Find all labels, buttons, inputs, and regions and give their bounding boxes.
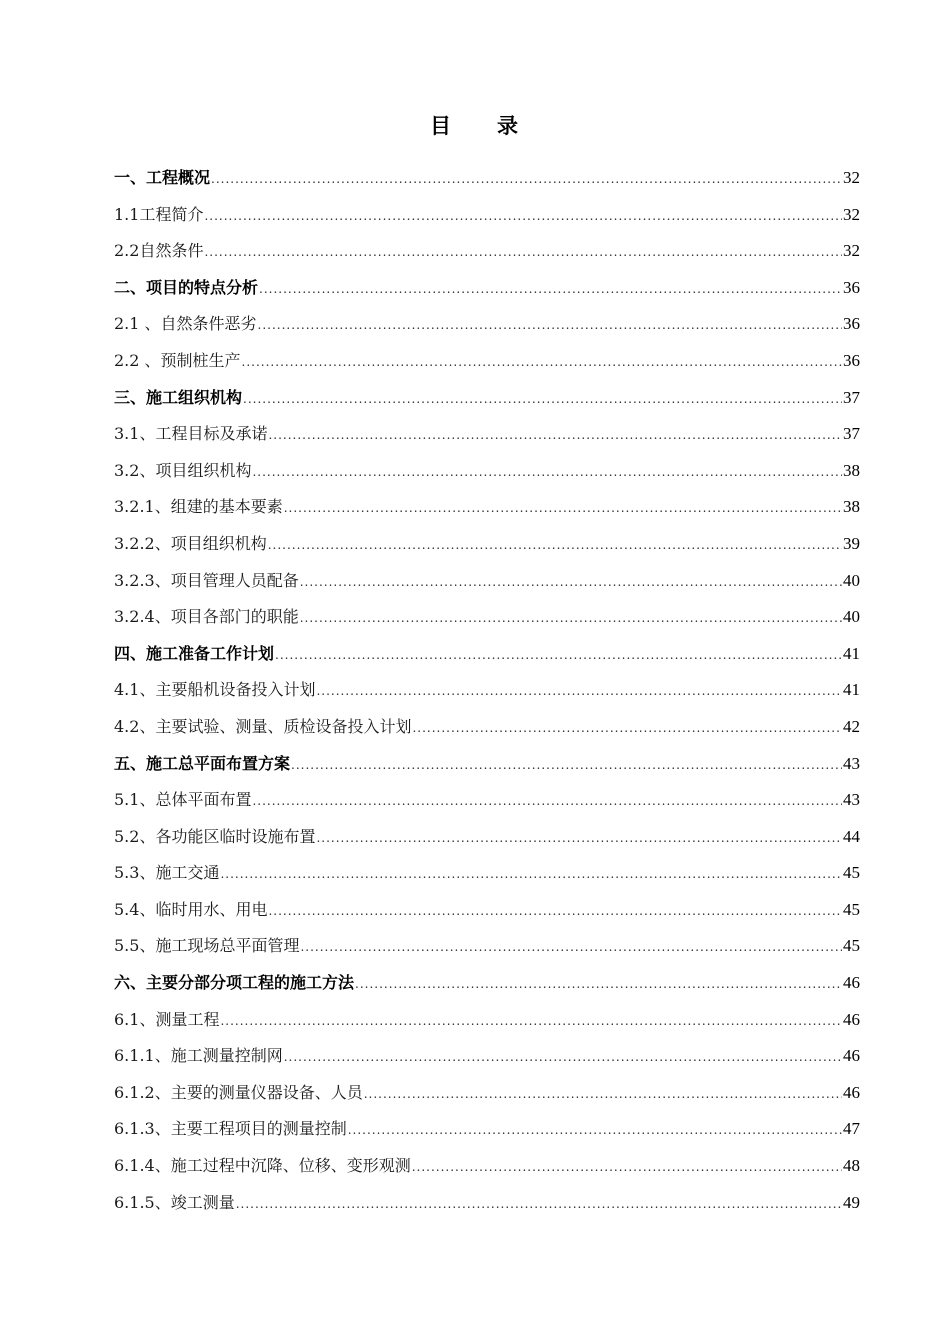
toc-entry-label: 4.1、主要船机设备投入计划 (114, 680, 316, 700)
toc-entry[interactable] (114, 672, 860, 709)
toc-entry-label: 一、工程概况 (114, 168, 211, 187)
toc-title-part1: 目 (430, 113, 453, 138)
toc-entry-page-number: 45 (843, 936, 860, 956)
toc-dot-leader (300, 564, 842, 601)
toc-entry-page-number: 37 (843, 387, 860, 407)
toc-entry[interactable] (114, 1185, 860, 1222)
toc-entry[interactable] (114, 782, 860, 819)
toc-entry-page-number: 46 (843, 1046, 860, 1066)
toc-entry-label: 6.1.5、竣工测量 (114, 1192, 235, 1212)
toc-entry[interactable] (114, 928, 860, 965)
toc-entry[interactable] (114, 343, 860, 380)
toc-entry-label: 2.2 、预制桩生产 (114, 350, 241, 370)
toc-entry-page-number: 42 (843, 716, 860, 736)
toc-entry-label: 3.2.3、项目管理人员配备 (114, 570, 299, 590)
toc-entry-page-number: 38 (843, 460, 860, 480)
toc-dot-leader (268, 893, 842, 930)
toc-entry-label: 5.4、临时用水、用电 (114, 899, 268, 919)
toc-dot-leader (220, 1003, 842, 1040)
toc-dot-leader (412, 1149, 842, 1186)
toc-title (0, 112, 950, 140)
toc-dot-leader (252, 454, 842, 491)
toc-dot-leader (316, 820, 842, 857)
toc-dot-leader (204, 198, 842, 235)
toc-entry[interactable] (114, 233, 860, 270)
toc-dot-leader (259, 271, 842, 308)
toc-entry[interactable] (114, 453, 860, 490)
toc-dot-leader (300, 600, 842, 637)
toc-entry-label: 5.5、施工现场总平面管理 (114, 936, 300, 956)
toc-entry-page-number: 41 (843, 680, 860, 700)
toc-entry[interactable] (114, 855, 860, 892)
toc-entry-label: 3.2、项目组织机构 (114, 460, 252, 480)
toc-entry-label: 5.2、各功能区临时设施布置 (114, 826, 316, 846)
toc-entry-page-number: 41 (843, 643, 860, 663)
toc-title-part2: 录 (497, 113, 520, 138)
toc-entry-page-number: 43 (843, 790, 860, 810)
toc-entry-label: 五、施工总平面布置方案 (114, 753, 291, 773)
toc-entry-label: 2.1 、自然条件恶劣 (114, 314, 257, 334)
toc-entry[interactable] (114, 819, 860, 856)
toc-dot-leader (220, 856, 842, 893)
toc-entry-label: 三、施工组织机构 (114, 387, 243, 407)
toc-entry-label: 二、项目的特点分析 (114, 277, 259, 297)
toc-entry-page-number: 38 (843, 497, 860, 517)
toc-entry-label: 3.2.2、项目组织机构 (114, 533, 267, 553)
toc-dot-leader (284, 490, 842, 527)
toc-dot-leader (291, 747, 842, 784)
toc-dot-leader (284, 1039, 842, 1076)
toc-entry[interactable] (114, 1111, 860, 1148)
toc-entry-label: 四、施工准备工作计划 (114, 643, 275, 663)
toc-entry[interactable] (114, 489, 860, 526)
toc-entry[interactable] (114, 709, 860, 746)
toc-entry-label: 3.2.1、组建的基本要素 (114, 497, 283, 517)
toc-list (114, 160, 860, 1221)
toc-entry-label: 1.1工程简介 (114, 204, 204, 224)
toc-entry[interactable] (114, 1038, 860, 1075)
toc-entry[interactable] (114, 965, 860, 1002)
toc-entry-page-number: 32 (843, 241, 860, 261)
toc-entry-page-number: 45 (843, 899, 860, 919)
toc-entry-page-number: 40 (843, 607, 860, 627)
toc-dot-leader (412, 710, 842, 747)
toc-entry-label: 6.1、测量工程 (114, 1009, 220, 1029)
toc-dot-leader (252, 783, 842, 820)
toc-dot-leader (364, 1076, 842, 1113)
toc-entry-label: 6.1.4、施工过程中沉降、位移、变形观测 (114, 1156, 411, 1176)
toc-dot-leader (316, 673, 842, 710)
toc-entry[interactable] (114, 1075, 860, 1112)
toc-entry-page-number: 46 (843, 973, 860, 993)
toc-dot-leader (204, 234, 842, 271)
toc-entry[interactable] (114, 306, 860, 343)
toc-entry-page-number: 44 (843, 826, 860, 846)
toc-entry[interactable] (114, 380, 860, 417)
toc-dot-leader (258, 307, 842, 344)
toc-entry-page-number: 47 (843, 1119, 860, 1139)
toc-entry-label: 6.1.3、主要工程项目的测量控制 (114, 1119, 347, 1139)
toc-entry-page-number: 36 (843, 350, 860, 370)
toc-entry-page-number: 48 (843, 1156, 860, 1176)
toc-dot-leader (242, 344, 842, 381)
toc-entry-page-number: 46 (843, 1082, 860, 1102)
toc-entry-label: 6.1.2、主要的测量仪器设备、人员 (114, 1082, 363, 1102)
toc-entry-label: 5.3、施工交通 (114, 863, 220, 883)
toc-entry[interactable] (114, 599, 860, 636)
toc-entry-label: 6.1.1、施工测量控制网 (114, 1046, 283, 1066)
toc-entry[interactable] (114, 1002, 860, 1039)
toc-entry[interactable] (114, 270, 860, 307)
toc-entry-page-number: 32 (843, 204, 860, 224)
toc-entry-label: 4.2、主要试验、测量、质检设备投入计划 (114, 716, 412, 736)
toc-dot-leader (348, 1112, 842, 1149)
toc-dot-leader (275, 637, 842, 674)
toc-entry[interactable] (114, 526, 860, 563)
toc-entry-label: 2.2自然条件 (114, 241, 204, 261)
toc-dot-leader (243, 381, 842, 418)
toc-entry-page-number: 36 (843, 314, 860, 334)
toc-entry-page-number: 32 (843, 168, 860, 187)
toc-dot-leader (268, 527, 842, 564)
toc-dot-leader (211, 161, 842, 198)
toc-entry-label: 六、主要分部分项工程的施工方法 (114, 973, 355, 993)
toc-entry-page-number: 49 (843, 1192, 860, 1212)
toc-entry-page-number: 43 (843, 753, 860, 773)
toc-entry[interactable] (114, 636, 860, 673)
toc-entry[interactable] (114, 197, 860, 234)
toc-entry-page-number: 37 (843, 424, 860, 444)
toc-entry-page-number: 36 (843, 277, 860, 297)
toc-entry-page-number: 39 (843, 533, 860, 553)
toc-entry[interactable] (114, 1148, 860, 1185)
toc-entry[interactable] (114, 892, 860, 929)
toc-entry-page-number: 45 (843, 863, 860, 883)
toc-entry[interactable] (114, 160, 860, 197)
toc-dot-leader (355, 966, 842, 1003)
toc-entry-page-number: 46 (843, 1009, 860, 1029)
toc-dot-leader (300, 929, 842, 966)
toc-entry-label: 3.1、工程目标及承诺 (114, 424, 268, 444)
toc-dot-leader (268, 417, 842, 454)
toc-entry-label: 5.1、总体平面布置 (114, 790, 252, 810)
toc-entry[interactable] (114, 416, 860, 453)
toc-entry[interactable] (114, 746, 860, 783)
toc-entry[interactable] (114, 563, 860, 600)
toc-dot-leader (236, 1186, 842, 1223)
toc-entry-page-number: 40 (843, 570, 860, 590)
toc-entry-label: 3.2.4、项目各部门的职能 (114, 607, 299, 627)
